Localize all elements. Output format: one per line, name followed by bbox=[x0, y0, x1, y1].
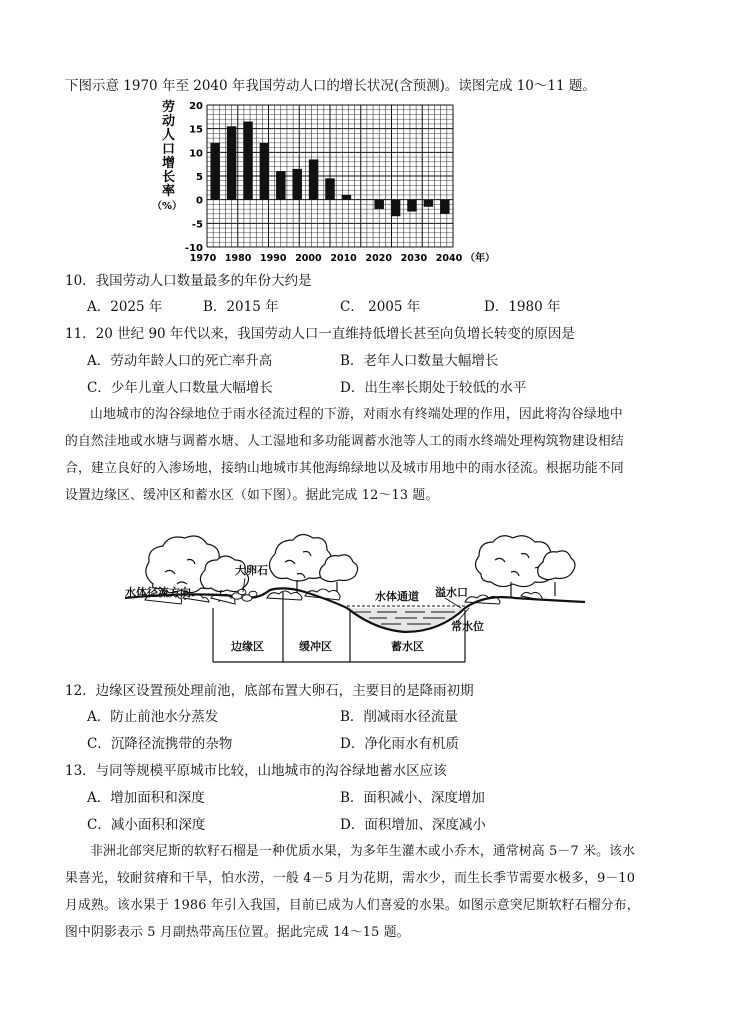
zone-edge-label: 边缘区 bbox=[231, 640, 264, 653]
x-tick-label: 1970 bbox=[189, 253, 217, 264]
bar-2005 bbox=[325, 178, 335, 199]
y-tick-label: 15 bbox=[189, 124, 203, 136]
x-tick-label: 1980 bbox=[224, 253, 252, 264]
bar-2020 bbox=[374, 200, 384, 209]
y-label-char: 劳 bbox=[162, 100, 176, 115]
label-stones: 大卵石 bbox=[235, 564, 268, 577]
y-tick-label: 10 bbox=[189, 148, 203, 160]
q12-option-b[interactable]: B．削减雨水径流量 bbox=[340, 709, 458, 725]
y-tick-labels bbox=[185, 101, 203, 254]
y-label-char: 人 bbox=[162, 128, 176, 143]
q11-option-a[interactable]: A．劳动年龄人口的死亡率升高 bbox=[87, 353, 273, 369]
x-tick-label: 2020 bbox=[365, 253, 392, 264]
y-tick-label: 5 bbox=[196, 172, 203, 183]
bar-2030 bbox=[407, 200, 417, 212]
q12-option-c[interactable]: C．沉降径流携带的杂物 bbox=[87, 736, 233, 752]
q11-option-b[interactable]: B．老年人口数量大幅增长 bbox=[340, 353, 499, 369]
q10-option-d[interactable]: D．1980 年 bbox=[484, 299, 561, 315]
q13-option-c[interactable]: C．减小面积和深度 bbox=[87, 817, 206, 833]
x-axis-unit: （年） bbox=[465, 253, 495, 264]
label-runoff-direction: 水体径流方向 bbox=[125, 586, 191, 599]
q10-stem: 10．我国劳动人口数量最多的年份大约是 bbox=[65, 273, 312, 289]
q10-option-b[interactable]: B．2015 年 bbox=[203, 299, 279, 315]
bar-1970 bbox=[210, 143, 220, 200]
passage2-line-4: 设置边缘区、缓冲区和蓄水区（如下图）。据此完成 12～13 题。 bbox=[65, 488, 439, 503]
label-channel: 水体通道 bbox=[375, 590, 419, 603]
q11-option-c[interactable]: C．少年儿童人口数量大幅增长 bbox=[87, 380, 273, 396]
zone-storage-label: 蓄水区 bbox=[391, 640, 424, 653]
x-tick-label: 1990 bbox=[260, 253, 287, 264]
bar-2035 bbox=[424, 200, 434, 207]
x-tick-label: 2040 bbox=[435, 253, 463, 264]
bar-2000 bbox=[309, 159, 319, 199]
q11-stem: 11．20 世纪 90 年代以来，我国劳动人口一直维持低增长甚至向负增长转变的原因是 bbox=[65, 326, 575, 342]
q11-option-d[interactable]: D．出生率长期处于较低的水平 bbox=[340, 380, 527, 396]
bar-2010 bbox=[342, 195, 352, 200]
label-overflow: 溢水口 bbox=[435, 586, 468, 599]
label-water-level: 常水位 bbox=[451, 620, 484, 633]
bar-1975 bbox=[227, 126, 237, 199]
bar-2040 bbox=[440, 200, 450, 214]
bar-2025 bbox=[391, 200, 401, 217]
q10-option-c[interactable]: C． 2005 年 bbox=[340, 299, 421, 315]
passage3-line-1: 非洲北部突尼斯的软籽石榴是一种优质水果，为多年生灌木或小乔木，通常树高 5－7 米。该水 bbox=[90, 844, 636, 859]
tree-icon bbox=[475, 536, 575, 598]
bar-1980 bbox=[243, 122, 253, 200]
passage3-line-3: 月成熟。该水果于 1986 年引入我国，目前已成为人们喜爱的水果。如图示意突尼斯软籽石榴分布， bbox=[65, 898, 640, 913]
bar-1995 bbox=[292, 169, 302, 200]
q13-option-d[interactable]: D．面积增加、深度减小 bbox=[340, 817, 486, 833]
y-label-char: （%） bbox=[152, 201, 183, 212]
bar-1990 bbox=[276, 171, 286, 199]
passage2-line-1: 山地城市的沟谷绿地位于雨水径流过程的下游，对雨水有终端处理的作用，因此将沟谷绿地中 bbox=[90, 407, 623, 422]
q13-option-a[interactable]: A．增加面积和深度 bbox=[87, 790, 205, 806]
y-label-char: 口 bbox=[162, 142, 176, 157]
bar-1985 bbox=[260, 143, 270, 200]
passage2-line-2: 的自然洼地或水塘与调蓄水塘、人工湿地和多功能调蓄水池等人工的雨水终端处理构筑物建设相结 bbox=[65, 434, 624, 449]
intro-text: 下图示意 1970 年至 2040 年我国劳动人口的增长状况(含预测)。读图完成 10～11 题。 bbox=[65, 78, 596, 94]
passage3-line-2: 果喜光，较耐贫瘠和干旱，怕水涝，一般 4－5 月为花期，需水少，而生长季节需要水极多，9－10 bbox=[65, 871, 636, 886]
y-label-char: 增 bbox=[162, 156, 176, 171]
x-tick-label: 2030 bbox=[400, 253, 428, 264]
labor-growth-chart bbox=[150, 95, 510, 275]
y-tick-label: 0 bbox=[196, 195, 203, 207]
y-tick-label: -5 bbox=[191, 219, 203, 231]
q13-stem: 13．与同等规模平原城市比较，山地城市的沟谷绿地蓄水区应该 bbox=[65, 763, 447, 779]
q12-stem: 12．边缘区设置预处理前池，底部布置大卵石，主要目的是降雨初期 bbox=[65, 683, 474, 699]
y-axis-label bbox=[152, 99, 182, 212]
x-tick-labels bbox=[190, 253, 463, 264]
q12-option-a[interactable]: A．防止前池水分蒸发 bbox=[87, 709, 219, 725]
q13-option-b[interactable]: B．面积减小、深度增加 bbox=[340, 790, 485, 806]
zone-buffer-label: 缓冲区 bbox=[299, 640, 332, 653]
y-tick-label: 20 bbox=[189, 101, 203, 112]
x-tick-label: 2000 bbox=[295, 253, 322, 264]
passage2-line-3: 合，建立良好的入渗场地，接纳山地城市其他海绵绿地以及城市用地中的雨水径流。根据功能不同 bbox=[65, 461, 624, 476]
y-tick-label: -10 bbox=[184, 243, 203, 254]
gully-greenspace-diagram bbox=[125, 512, 625, 672]
q12-option-d[interactable]: D．净化雨水有机质 bbox=[340, 736, 459, 752]
q10-option-a[interactable]: A．2025 年 bbox=[87, 299, 163, 315]
x-tick-label: 2010 bbox=[330, 253, 357, 264]
y-label-char: 动 bbox=[162, 114, 176, 129]
y-label-char: 长 bbox=[162, 170, 176, 185]
passage3-line-4: 图中阴影表示 5 月副热带高压位置。据此完成 14～15 题。 bbox=[65, 925, 410, 940]
y-label-char: 率 bbox=[162, 184, 176, 199]
